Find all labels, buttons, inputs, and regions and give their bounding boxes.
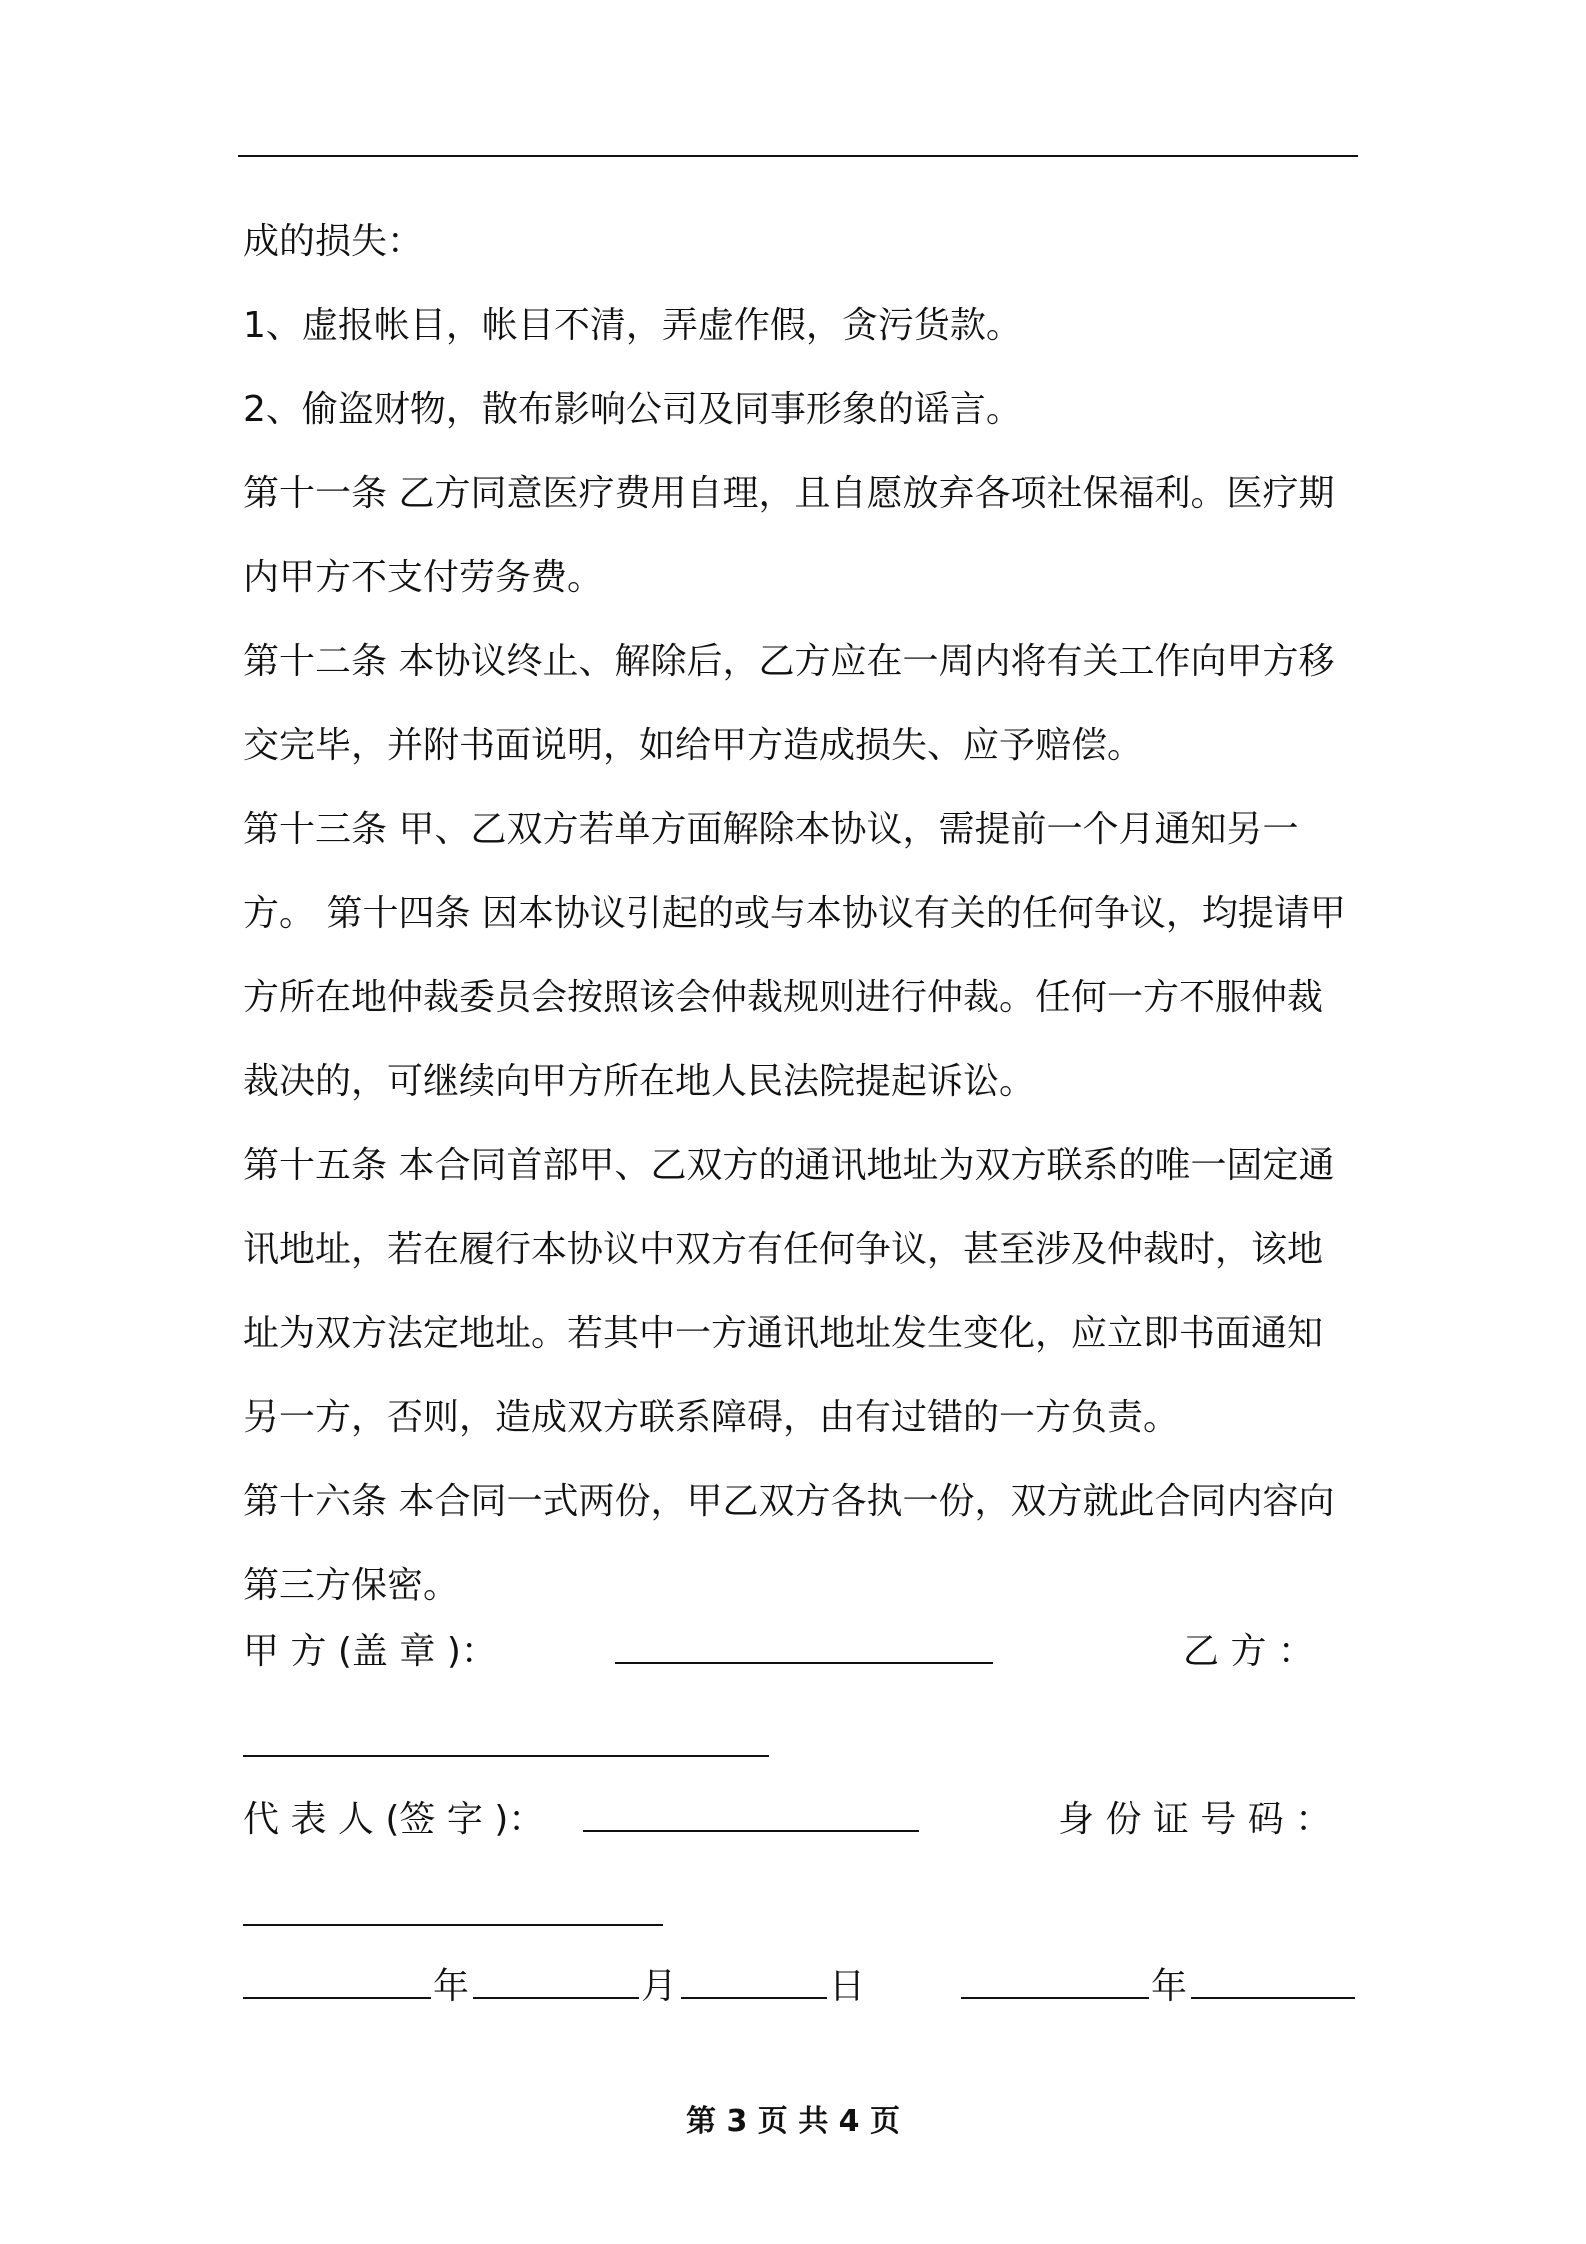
id-number-label: 身 份 证 号 码 ：	[1058, 1799, 1332, 1840]
party-b-seal-blank	[243, 1755, 769, 1757]
date-row	[243, 1957, 1355, 2017]
paragraph-item-1: 1、虚报帐目，帐目不清，弄虚作假，贪污货款。	[243, 305, 1022, 346]
party-a-seal-blank	[615, 1622, 993, 1683]
page-number-footer: 第 3 页 共 4 页	[686, 2104, 900, 2139]
party-a-day-label: 日	[829, 1966, 866, 2007]
paragraph-article-15: 第十五条 本合同首部甲、乙双方的通讯地址为双方联系的唯一固定通讯地址，若在履行本协议中双方有任何争议，甚至涉及仲裁时，该地址为双方法定地址。若其中一方通讯地址发生变化，应立即书面通知另一方，否则，造成双方联系障碍，由有过错的一方负责。	[243, 1145, 1335, 1438]
paragraph-article-13-14: 第十三条 甲、乙双方若单方面解除本协议，需提前一个月通知另一方。 第十四条 因本协议引起的或与本协议有关的任何争议，均提请甲方所在地仲裁委员会按照该会仲裁规则进行仲裁。任何一方不服仲裁裁决的，可继续向甲方所在地人民法院提起诉讼。	[243, 809, 1346, 1102]
representative-sign-blank	[583, 1790, 919, 1851]
party-a-label: 甲 方 (盖 章 )：	[243, 1631, 497, 1672]
paragraph-article-16: 第十六条 本合同一式两份，甲乙双方各执一份，双方就此合同内容向第三方保密。	[243, 1481, 1335, 1606]
party-signature-row	[243, 1622, 1355, 1682]
paragraph-article-12: 第十二条 本协议终止、解除后，乙方应在一周内将有关工作向甲方移交完毕，并附书面说明，如给甲方造成损失、应予赔偿。	[243, 641, 1335, 766]
paragraph-article-11: 第十一条 乙方同意医疗费用自理，且自愿放弃各项社保福利。医疗期内甲方不支付劳务费。	[243, 473, 1335, 598]
representative-signature-row	[243, 1790, 1355, 1850]
header-rule	[238, 155, 1358, 157]
party-a-year-label: 年	[433, 1966, 470, 2007]
party-b-label: 乙 方 ：	[1183, 1631, 1314, 1672]
contract-body	[243, 200, 1355, 1628]
paragraph-item-2: 2、偷盗财物，散布影响公司及同事形象的谣言。	[243, 389, 1022, 430]
party-b-year-label: 年	[1151, 1966, 1188, 2007]
party-a-month-label: 月	[641, 1966, 678, 2007]
paragraph-loss-intro: 成的损失：	[243, 221, 424, 262]
representative-label: 代 表 人 (签 字 )：	[243, 1799, 545, 1840]
id-number-blank	[243, 1924, 663, 1926]
